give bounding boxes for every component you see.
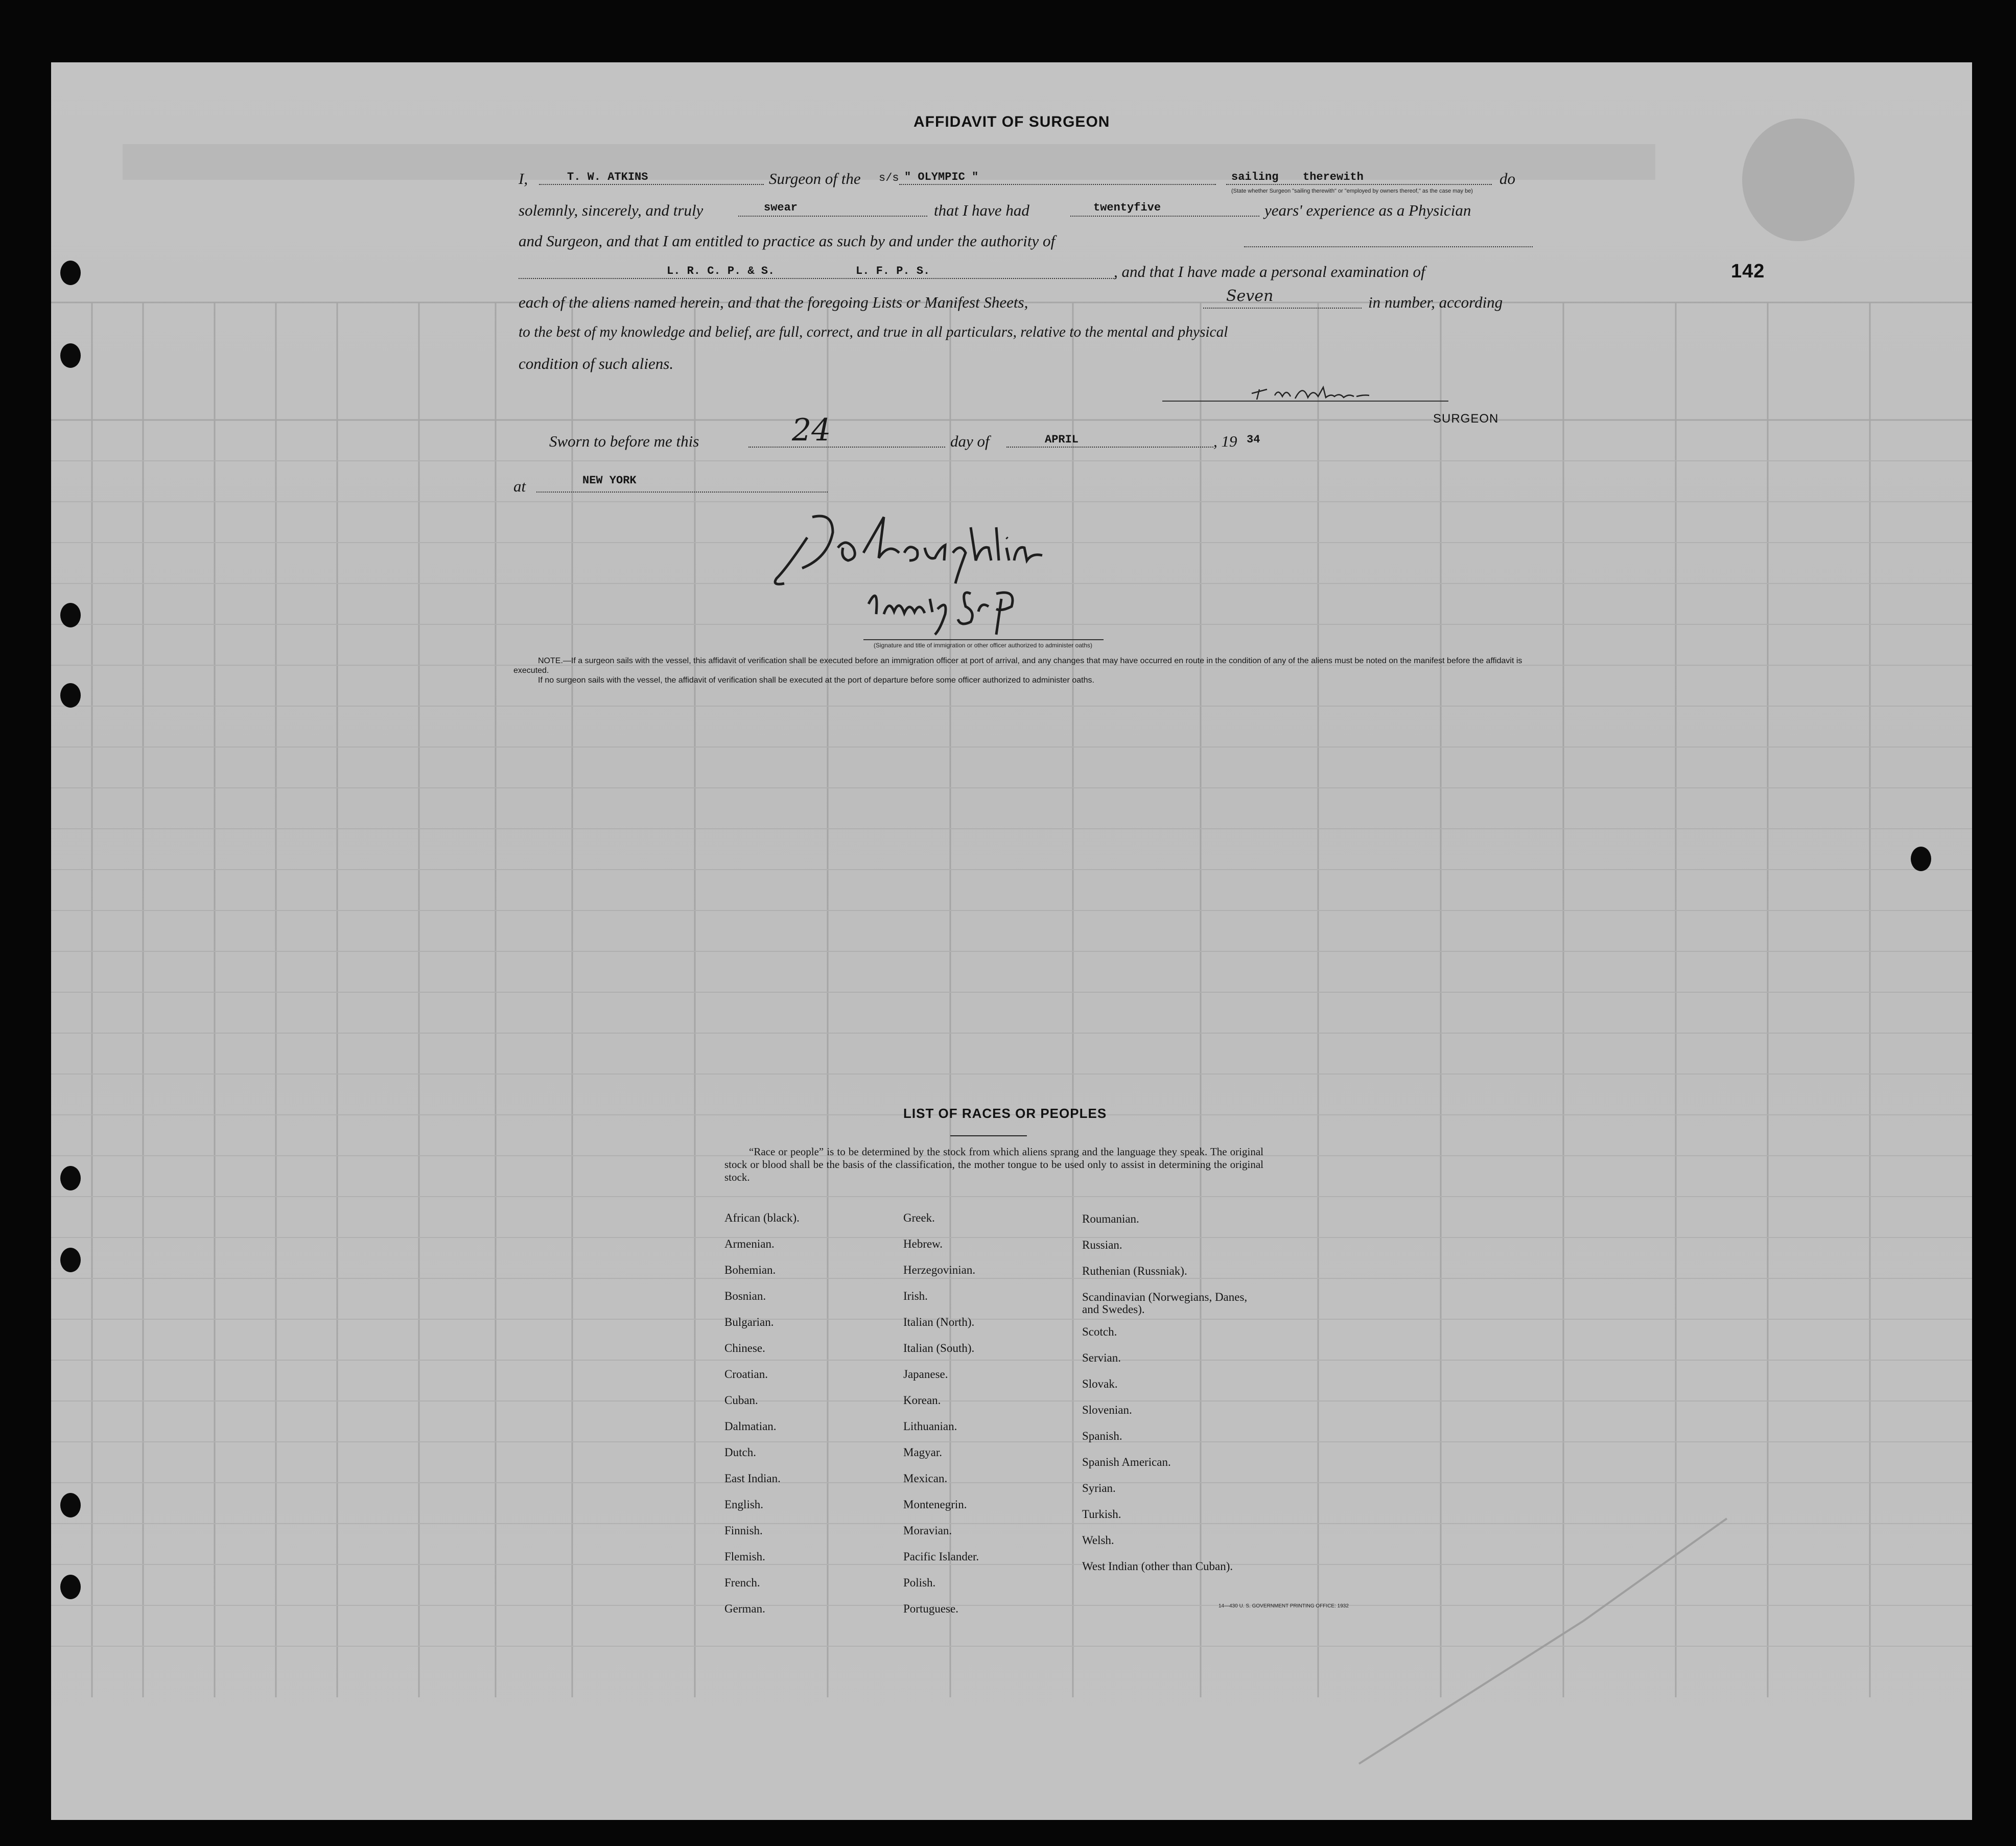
status-note: (State whether Surgeon "sailing therewith" or "employed by owners thereof," as the case may be) [1231, 188, 1473, 194]
race-item: Bulgarian. [724, 1316, 774, 1328]
race-item: Spanish. [1082, 1430, 1122, 1442]
note-text-2: If no surgeon sails with the vessel, the affidavit of verification shall be executed at the port of departure before some officer authorized to administer oaths. [538, 676, 1094, 685]
punch-hole [60, 1248, 81, 1272]
note-label: NOTE. [538, 657, 563, 665]
race-item: Korean. [903, 1394, 941, 1407]
sheet-count: Seven [1226, 287, 1274, 305]
race-item: Portuguese. [903, 1602, 958, 1615]
race-item: Bosnian. [724, 1290, 766, 1302]
condition-statement: condition of such aliens. [519, 355, 674, 372]
page-number: 142 [1731, 261, 1765, 282]
sworn-place: NEW YORK [582, 474, 637, 487]
belief-statement: to the best of my knowledge and belief, are full, correct, and true in all particulars, relative to the mental and physical [519, 324, 1228, 340]
manifest-sheets-label: each of the aliens named herein, and that the foregoing Lists or Manifest Sheets, [519, 293, 1028, 311]
in-number-label: in number, according [1368, 293, 1503, 311]
races-title-rule [950, 1135, 1027, 1136]
races-intro: “Race or people” is to be determined by the stock from which aliens sprang and the language they speak. The original stock or blood shall be the basis of the classification, the mother tongue to be used only to assist in determining the original stock. [724, 1146, 1263, 1183]
surgeon-role-label: SURGEON [1433, 412, 1499, 426]
race-item: East Indian. [724, 1472, 781, 1485]
race-item: Herzegovinian. [903, 1264, 976, 1276]
punch-hole [60, 603, 81, 627]
race-item: Roumanian. [1082, 1212, 1139, 1225]
manifest-page [51, 62, 1972, 1820]
examination-label: , and that I have made a personal examination of [1114, 263, 1425, 281]
at-label: at [513, 477, 526, 495]
race-item: Lithuanian. [903, 1420, 957, 1433]
authority-1: L. R. C. P. & S. [667, 265, 775, 277]
race-item: Cuban. [724, 1394, 758, 1407]
race-item: Russian. [1082, 1239, 1122, 1251]
affidavit-note [513, 656, 1530, 685]
race-item: Welsh. [1082, 1534, 1114, 1547]
sailing-status-value: therewith [1303, 171, 1364, 183]
sworn-day: 24 [792, 412, 831, 448]
sworn-label: Sworn to before me this [549, 432, 699, 450]
sailing-status-typed: sailing [1231, 171, 1279, 183]
race-item: Japanese. [903, 1368, 948, 1381]
race-item: Hebrew. [903, 1237, 943, 1250]
officer-caption: (Signature and title of immigration or other officer authorized to administer oaths) [874, 642, 1092, 649]
race-item: Slovenian. [1082, 1404, 1132, 1416]
race-item: German. [724, 1602, 765, 1615]
surgeon-signature [1247, 378, 1441, 404]
officer-signature [756, 497, 1206, 650]
race-item: Servian. [1082, 1351, 1121, 1364]
experience-label: that I have had [934, 201, 1029, 219]
races-column-1 [724, 1212, 898, 1629]
race-item: Croatian. [724, 1368, 768, 1381]
race-item: Magyar. [903, 1446, 943, 1459]
race-item: Pacific Islander. [903, 1550, 979, 1563]
printer-mark: 14—430 U. S. GOVERNMENT PRINTING OFFICE: 1932 [1218, 1603, 1349, 1609]
race-item: Chinese. [724, 1342, 765, 1354]
sworn-year: 34 [1247, 433, 1260, 446]
race-item: Mexican. [903, 1472, 948, 1485]
note-text-1: —If a surgeon sails with the vessel, this affidavit of verification shall be executed before an immigration officer at port of arrival, and any changes that may have occurred en route in the condition of any of the aliens must be noted on the manifest before the affidavit is executed. [513, 657, 1522, 675]
punch-hole [60, 1166, 81, 1190]
punch-hole [60, 1493, 81, 1517]
race-item: Finnish. [724, 1524, 763, 1537]
race-item: Moravian. [903, 1524, 952, 1537]
sworn-month: APRIL [1045, 433, 1079, 446]
race-item: Slovak. [1082, 1377, 1118, 1390]
authority-label: and Surgeon, and that I am entitled to practice as such by and under the authority of [519, 232, 1056, 250]
race-item: Montenegrin. [903, 1498, 967, 1511]
solemnly-label: solemnly, sincerely, and truly [519, 201, 704, 219]
race-item: English. [724, 1498, 764, 1511]
authority-2: L. F. P. S. [856, 265, 930, 277]
race-item: Turkish. [1082, 1508, 1121, 1521]
day-of-label: day of [950, 432, 990, 450]
years-experience: twentyfive [1093, 201, 1161, 214]
affidavit-prefix: I, [519, 170, 528, 188]
race-item: Scandinavian (Norwegians, Danes, and Swedes). [1082, 1291, 1248, 1316]
race-item: Irish. [903, 1290, 928, 1302]
surgeon-of-label: Surgeon of the [769, 170, 861, 188]
race-item: Dutch. [724, 1446, 756, 1459]
race-item: African (black). [724, 1211, 800, 1224]
race-item: Spanish American. [1082, 1456, 1171, 1468]
line1-end: do [1499, 170, 1515, 188]
race-item: Italian (South). [903, 1342, 975, 1354]
race-item: West Indian (other than Cuban). [1082, 1560, 1233, 1573]
races-column-3 [1082, 1213, 1266, 1591]
race-item: Greek. [903, 1211, 935, 1224]
year-prefix: , 19 [1213, 432, 1237, 450]
race-item: Polish. [903, 1576, 936, 1589]
race-item: Scotch. [1082, 1325, 1117, 1338]
punch-hole [60, 683, 81, 708]
oath-word: swear [764, 201, 798, 214]
punch-hole [60, 343, 81, 368]
races-title: LIST OF RACES OR PEOPLES [903, 1106, 1107, 1121]
race-item: Armenian. [724, 1237, 775, 1250]
ss-prefix: s/s [879, 172, 899, 184]
race-item: French. [724, 1576, 760, 1589]
surgeon-name: T. W. ATKINS [567, 171, 648, 183]
punch-hole [60, 261, 81, 285]
race-item: Bohemian. [724, 1264, 776, 1276]
races-column-2 [903, 1212, 1077, 1629]
affidavit-title: AFFIDAVIT OF SURGEON [913, 113, 1110, 130]
race-item: Dalmatian. [724, 1420, 777, 1433]
race-item: Syrian. [1082, 1482, 1116, 1494]
years-label: years' experience as a Physician [1264, 201, 1471, 219]
punch-hole [60, 1575, 81, 1599]
punch-hole [1911, 847, 1931, 871]
race-item: Italian (North). [903, 1316, 975, 1328]
race-item: Ruthenian (Russniak). [1082, 1265, 1187, 1277]
vessel-name: " OLYMPIC " [904, 171, 979, 183]
race-item: Flemish. [724, 1550, 765, 1563]
